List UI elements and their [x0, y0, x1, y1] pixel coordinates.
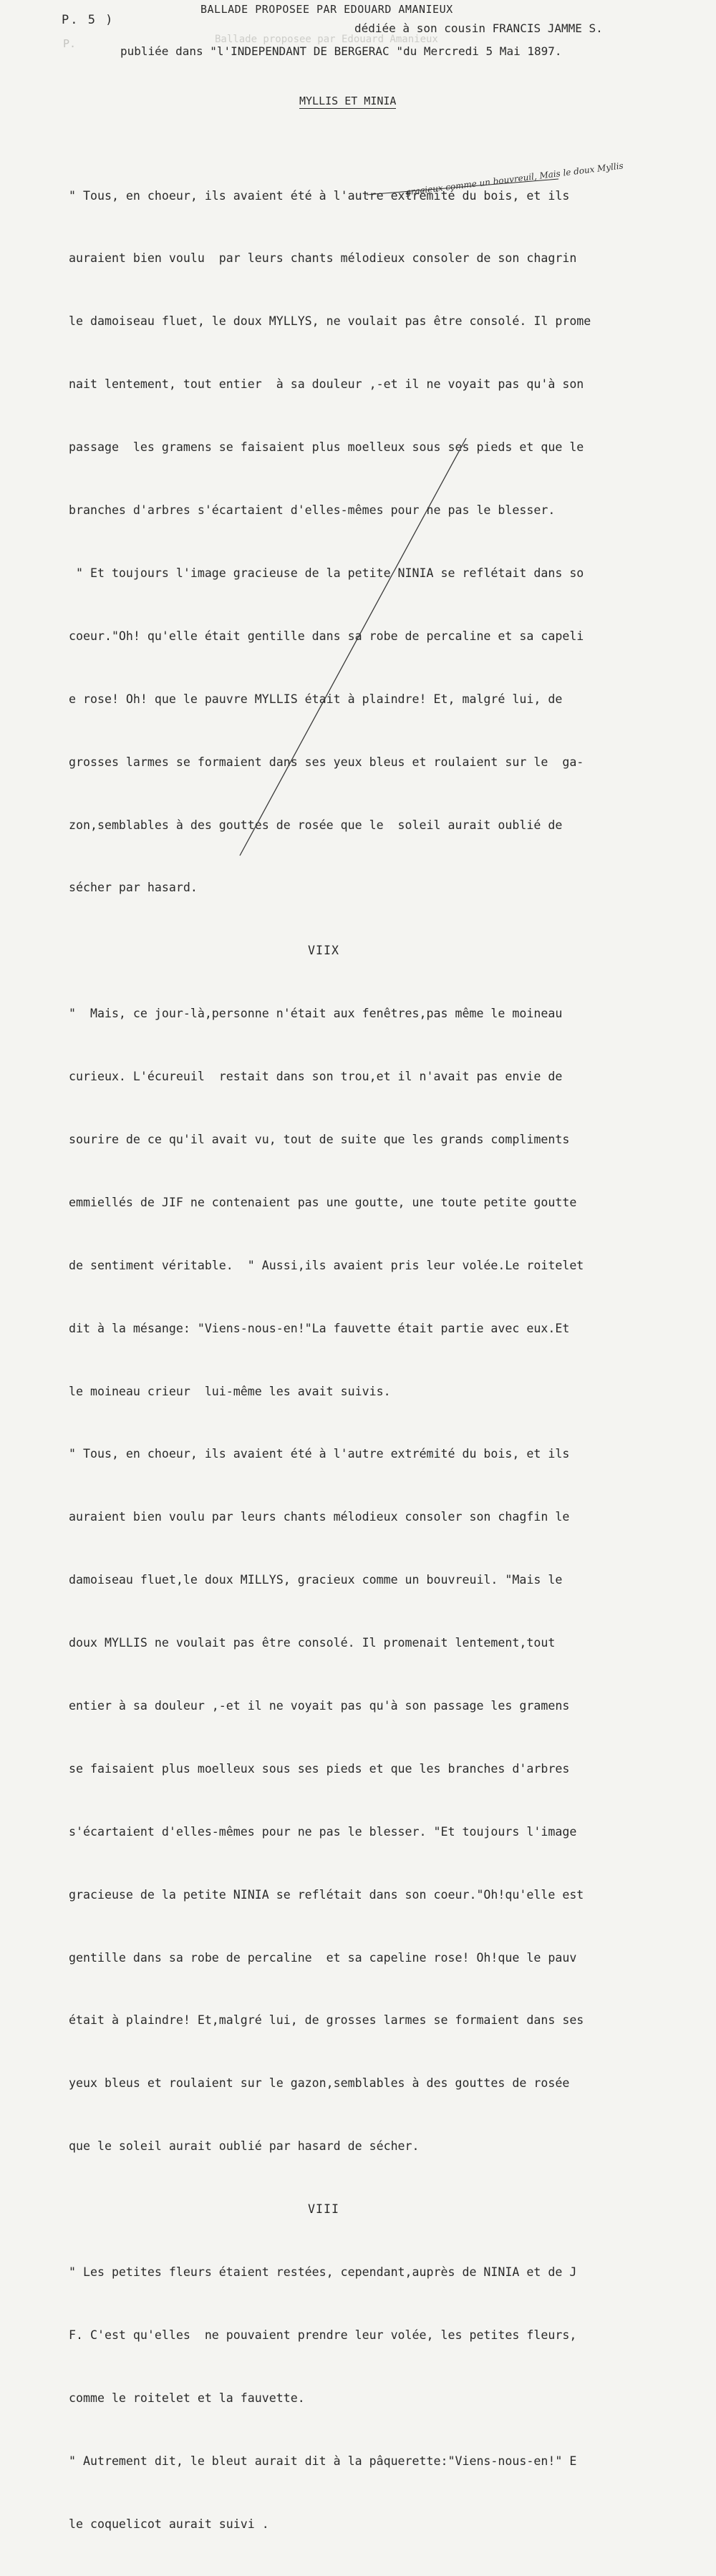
text-line: dit à la mésange: "Viens-nous-en!"La fauvette était partie avec eux.Et	[69, 1321, 570, 1335]
text-line: entier à sa douleur ,-et il ne voyait pas qu'à son passage les gramens	[69, 1698, 570, 1713]
text-line: " Les petites fleurs étaient restées, cependant,auprès de NINIA et de J	[69, 2265, 577, 2279]
text-line: e rose! Oh! que le pauvre MYLLIS était à plaindre! Et, malgré lui, de	[69, 692, 563, 706]
text-line: auraient bien voulu par leurs chants mélodieux consoler de son chagrin	[69, 251, 577, 266]
text-line: grosses larmes se formaient dans ses yeux bleus et roulaient sur le ga-	[69, 755, 584, 769]
text-line: yeux bleus et roulaient sur le gazon,semblables à des gouttes de rosée	[69, 2076, 570, 2091]
text-line: le damoiseau fluet, le doux MYLLYS, ne voulait pas être consolé. Il prome	[69, 314, 591, 329]
text-line: " Tous, en choeur, ils avaient été à l'autre extrémité du bois, et ils	[69, 188, 570, 203]
text-line: " Et toujours l'image gracieuse de la petite NINIA se reflétait dans so	[69, 566, 584, 580]
text-line: comme le roitelet et la fauvette.	[69, 2391, 305, 2405]
text-line: F. C'est qu'elles ne pouvaient prendre leur volée, les petites fleurs,	[69, 2328, 577, 2342]
document-title: MYLLIS ET MINIA	[299, 95, 397, 107]
header-dedication-line: dédiée à son cousin FRANCIS JAMME S.	[354, 21, 603, 35]
text-line: " Tous, en choeur, ils avaient été à l'autre extrémité du bois, et ils	[69, 1447, 570, 1461]
header-ghost-impression: Ballade proposee par Edouard Amanieux	[215, 34, 438, 45]
text-line: de sentiment véritable. " Aussi,ils avaient pris leur volée.Le roitelet	[69, 1258, 584, 1272]
section-heading-viix: VIIX	[308, 944, 339, 958]
text-line: s'écartaient d'elles-mêmes pour ne pas le blesser. "Et toujours l'image	[69, 1824, 577, 1839]
header-ballade-line: BALLADE PROPOSEE PAR EDOUARD AMANIEUX	[200, 3, 453, 16]
text-line: le moineau crieur lui-même les avait suivis.	[69, 1384, 391, 1398]
header-publication-line: publiée dans "l'INDEPENDANT DE BERGERAC "du Mercredi 5 Mai 1897.	[120, 44, 562, 58]
page-number: P. 5 )	[62, 13, 115, 27]
text-line: branches d'arbres s'écartaient d'elles-mêmes pour ne pas le blesser.	[69, 503, 556, 518]
text-line: zon,semblables à des gouttes de rosée que le soleil aurait oublié de	[69, 818, 563, 832]
text-line: gracieuse de la petite NINIA se reflétait dans son coeur."Oh!qu'elle est	[69, 1887, 584, 1902]
section-heading-viii: VIII	[308, 2202, 339, 2217]
diagonal-strike-line	[240, 438, 466, 856]
handwritten-insertion: gracieux comme un bouvreuil, Mais le doux Myllis	[405, 160, 624, 198]
text-line: emmiellés de JIF ne contenaient pas une goutte, une toute petite goutte	[69, 1195, 577, 1209]
text-line: curieux. L'écureuil restait dans son trou,et il n'avait pas envie de	[69, 1070, 563, 1084]
text-line: auraient bien voulu par leurs chants mélodieux consoler son chagfin le	[69, 1510, 570, 1524]
strike-through-lines	[0, 0, 716, 1020]
text-line: nait lentement, tout entier à sa douleur ,-et il ne voyait pas qu'à son	[69, 377, 584, 392]
insertion-underline	[367, 179, 558, 195]
text-line: sécher par hasard.	[69, 881, 198, 895]
text-line: sourire de ce qu'il avait vu, tout de suite que les grands compliments	[69, 1132, 570, 1146]
text-line: passage les gramens se faisaient plus moelleux sous ses pieds et que le	[69, 440, 584, 455]
ghost-page-number: P.	[63, 37, 77, 50]
text-line: était à plaindre! Et,malgré lui, de grosses larmes se formaient dans ses	[69, 2013, 584, 2028]
text-line: que le soleil aurait oublié par hasard de sécher.	[69, 2139, 420, 2154]
text-line: " Autrement dit, le bleut aurait dit à la pâquerette:"Viens-nous-en!" E	[69, 2454, 577, 2468]
text-line: damoiseau fluet,le doux MILLYS, gracieux comme un bouvreuil. "Mais le	[69, 1573, 563, 1587]
text-line: le coquelicot aurait suivi .	[69, 2517, 269, 2531]
text-line: gentille dans sa robe de percaline et sa capeline rose! Oh!que le pauv	[69, 1950, 577, 1965]
text-line: " Mais, ce jour-là,personne n'était aux fenêtres,pas même le moineau	[69, 1007, 563, 1021]
text-line: se faisaient plus moelleux sous ses pieds et que les branches d'arbres	[69, 1761, 570, 1776]
text-line: doux MYLLIS ne voulait pas être consolé. Il promenait lentement,tout	[69, 1636, 556, 1650]
text-line: coeur."Oh! qu'elle était gentille dans sa robe de percaline et sa capeli	[69, 629, 584, 643]
